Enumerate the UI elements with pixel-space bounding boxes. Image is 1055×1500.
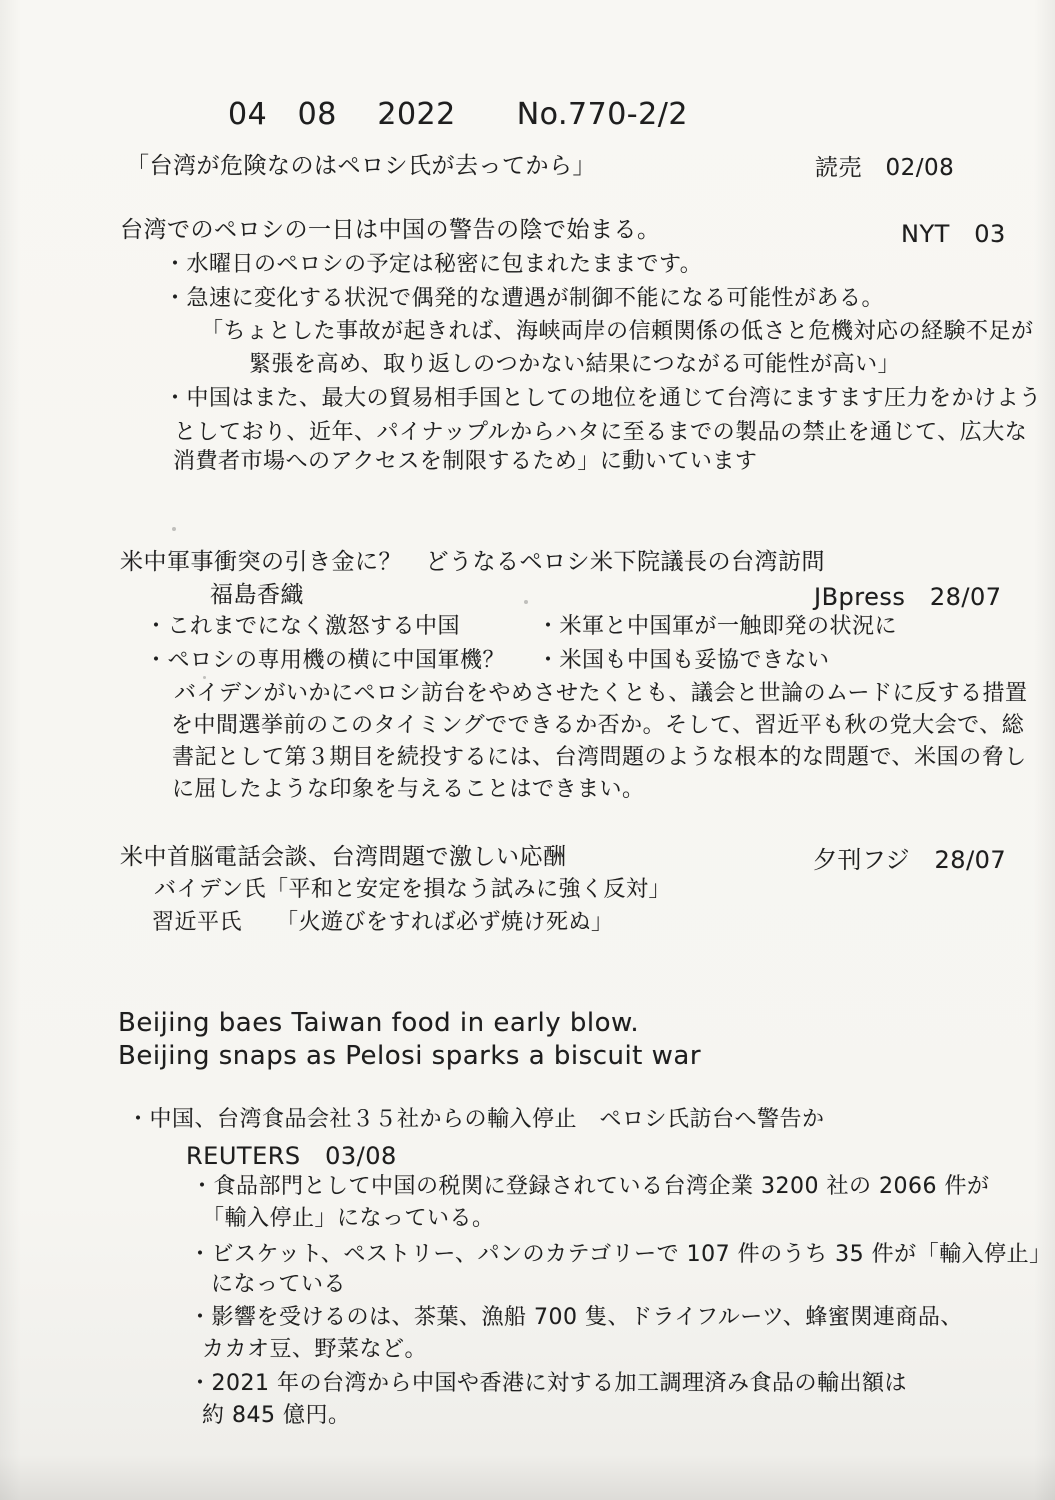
- quote-accident-1: 「ちょとした事故が起きれば、海峡両岸の信頼関係の低さと危機対応の経験不足が: [201, 319, 1034, 344]
- scan-speck: [172, 527, 176, 531]
- para-biden-xi-1: バイデンがいかにペロシ訪台をやめさせたくとも、議会と世論のムードに反する措置: [174, 681, 1028, 706]
- english-headline-2: Beijing snaps as Pelosi sparks a biscuit war: [118, 1041, 702, 1071]
- quote-biden: バイデン氏「平和と安定を損なう試みに強く反対」: [154, 877, 672, 902]
- source-yomiuri: 読売 02/08: [815, 155, 955, 181]
- bullet-biscuit-category-2: になっている: [211, 1272, 347, 1297]
- quote-xi: 習近平氏 「火遊びをすれば必ず焼け死ぬ」: [152, 910, 614, 935]
- header-date-issue: 04 08 2022 No.770-2/2: [228, 97, 688, 132]
- bullet-rapid-change: ・急速に変化する状況で偶発的な遭遇が制御不能になる可能性がある。: [164, 286, 885, 311]
- bullet-import-ban-headline: ・中国、台湾食品会社３５社からの輸入停止 ペロシ氏訪台へ警告か: [127, 1107, 825, 1132]
- scan-speck: [203, 676, 206, 679]
- bullet-no-compromise: ・米国も中国も妥協できない: [537, 648, 830, 673]
- bullet-affected-goods-2: カカオ豆、野菜など。: [202, 1337, 428, 1362]
- source-yukan-fuji: 夕刊フジ 28/07: [813, 846, 1007, 874]
- bullet-export-value-2: 約 845 億円。: [202, 1403, 351, 1428]
- bullet-angry-china: ・これまでになく激怒する中国: [145, 614, 461, 639]
- source-jbpress: JBpress 28/07: [814, 583, 1002, 611]
- para-biden-xi-4: に屈したような印象を与えることはできまい。: [172, 777, 645, 802]
- headline-phone-summit: 米中首脳電話会談、台湾問題で激しい応酬: [120, 844, 567, 870]
- bullet-biscuit-category-1: ・ビスケット、ペストリー、パンのカテゴリーで 107 件のうち 35 件が「輸入停止」: [189, 1242, 1052, 1267]
- source-reuters: REUTERS 03/08: [186, 1142, 397, 1170]
- para-biden-xi-3: 書記として第３期目を続投するには、台湾問題のような根本的な問題で、米国の脅し: [172, 745, 1027, 770]
- byline-fukushima-kaori: 福島香織: [210, 582, 304, 608]
- para-biden-xi-2: を中間選挙前のこのタイミングでできるか否か。そして、習近平も秋の党大会で、総: [171, 713, 1025, 738]
- quote-accident-2: 緊張を高め、取り返しのつかない結果につながる可能性が高い」: [249, 352, 901, 377]
- bullet-china-pressure-1: ・中国はまた、最大の貿易相手国としての地位を通じて台湾にますます圧力をかけよう: [164, 386, 1042, 411]
- bullet-china-pressure-3: 消費者市場へのアクセスを制限するため」に動いています: [173, 449, 758, 474]
- bullet-affected-goods-1: ・影響を受けるのは、茶葉、漁船 700 隻、ドライフルーツ、蜂蜜関連商品、: [189, 1305, 963, 1330]
- bullet-export-value-1: ・2021 年の台湾から中国や香港に対する加工調理済み食品の輸出額は: [189, 1371, 907, 1396]
- bullet-customs-registered-1: ・食品部門として中国の税関に登録されている台湾企業 3200 社の 2066 件が: [191, 1174, 990, 1199]
- source-nyt: NYT 03: [901, 220, 1006, 248]
- headline-military-clash: 米中軍事衝突の引き金に？ どうなるペロシ米下院議長の台湾訪問: [120, 549, 825, 575]
- bullet-wednesday-schedule: ・水曜日のペロシの予定は秘密に包まれたままです。: [164, 252, 703, 277]
- scan-speck: [735, 757, 739, 761]
- bullet-customs-registered-2: 「輸入停止」になっている。: [202, 1206, 495, 1231]
- english-headline-1: Beijing baes Taiwan food in early blow.: [118, 1008, 640, 1038]
- headline-taiwan-danger: 「台湾が危険なのはペロシ氏が去ってから」: [126, 153, 596, 179]
- bullet-military-plane: ・ペロシの専用機の横に中国軍機？: [145, 648, 506, 673]
- bullet-hair-trigger: ・米軍と中国軍が一触即発の状況に: [537, 614, 898, 639]
- bullet-china-pressure-2: としており、近年、パイナップルからハタに至るまでの製品の禁止を通じて、広大な: [174, 420, 1028, 445]
- headline-pelosi-day: 台湾でのペロシの一日は中国の警告の陰で始まる。: [120, 217, 661, 243]
- scan-speck: [524, 600, 528, 604]
- scan-speck: [388, 117, 391, 120]
